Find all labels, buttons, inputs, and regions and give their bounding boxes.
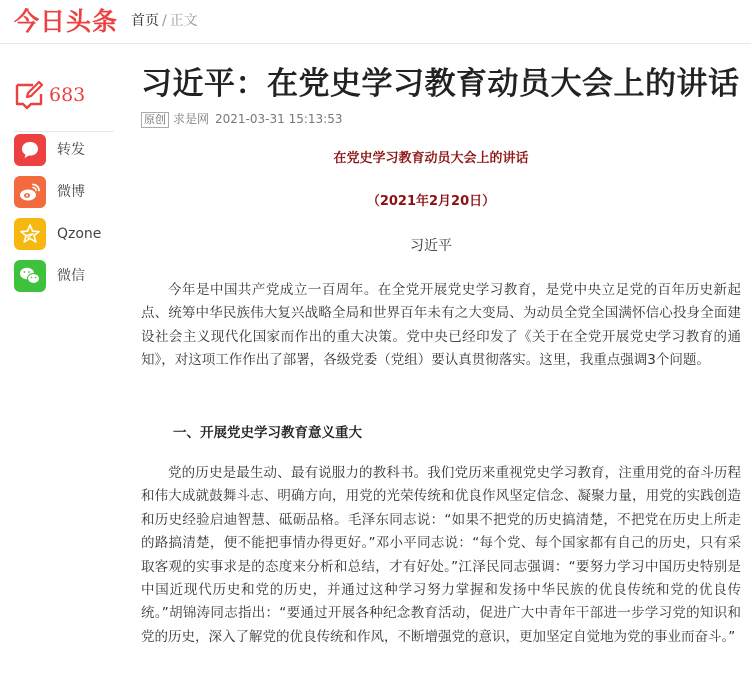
- sidebar-divider: [14, 131, 114, 132]
- wechat-icon: [14, 260, 46, 292]
- share-repost[interactable]: [14, 134, 114, 166]
- share-weibo-label: 微博: [57, 184, 85, 200]
- section-heading-1: 一、开展党史学习教育意义重大: [173, 425, 362, 441]
- breadcrumb: [131, 12, 198, 30]
- top-header: [0, 0, 751, 44]
- article-source[interactable]: 求是网: [173, 112, 210, 126]
- breadcrumb-home-link[interactable]: 首页: [131, 13, 159, 29]
- share-weibo[interactable]: [14, 176, 114, 208]
- article-subtitle: 在党史学习教育动员大会上的讲话: [333, 151, 529, 166]
- article-meta: [141, 111, 342, 128]
- share-wechat[interactable]: [14, 260, 114, 292]
- breadcrumb-current: 正文: [169, 13, 198, 29]
- toutiao-logo[interactable]: 今日头条: [14, 7, 119, 36]
- repost-icon: [14, 134, 46, 166]
- paragraph-1: 今年是中国共产党成立一百周年。在全党开展党史学习教育，是党中央立足党的百年历史新起点、统筹中华民族伟大复兴战略全局和世界百年未有之大变局、为动员全党全国满怀信心投身全面建设社会主义现代化国家而作出的重大决策。党中央已经印发了《关于在全党开展党史学习教育的通知》，对这项工作作出了部署，各级党委（党组）要认真贯彻落实。这里，我重点强调3个问题。: [141, 282, 741, 369]
- article-author: 习近平: [410, 238, 452, 254]
- breadcrumb-separator: /: [162, 13, 167, 29]
- weibo-icon: [14, 176, 46, 208]
- paragraph-2: 党的历史是最生动、最有说服力的教科书。我们党历来重视党史学习教育，注重用党的奋斗历程和伟大成就鼓舞斗志、明确方向，用党的光荣传统和优良作风坚定信念、凝聚力量，用党的实践创造和历史经验启迪智慧、砥砺品格。毛泽东同志说：“如果不把党的历史搞清楚，不把党在历史上所走的路搞清楚，便不能把事情办得更好。”邓小平同志说：“每个党、每个国家都有自己的历史，只有采取客观的实事求是的态度来分析和总结，才有好处。”江泽民同志强调：“要努力学习中国历史特别是中国近现代历史和党的历史，并通过这种学习努力掌握和发扬中华民族的优良传统和党的优良传统。”胡锦涛同志指出：“要通过开展各种纪念教育活动，促进广大中青年干部进一步学习党的知识和党的历史，深入了解党的优良传统和作风，不断增强党的意识，更加坚定自觉地为党的事业而奋斗。”: [141, 465, 741, 645]
- original-badge: 原创: [141, 112, 169, 128]
- comment-count: 683: [49, 84, 86, 106]
- share-wechat-label: 微信: [57, 268, 85, 284]
- share-repost-label: 转发: [57, 142, 85, 158]
- qzone-icon: [14, 218, 46, 250]
- share-qzone-label: Qzone: [57, 226, 102, 242]
- article-title: 习近平：在党史学习教育动员大会上的讲话: [141, 66, 740, 102]
- article-datetime: 2021-03-31 15:13:53: [215, 112, 343, 126]
- comment-button[interactable]: [14, 80, 114, 110]
- comment-icon: [14, 80, 44, 110]
- share-qzone[interactable]: [14, 218, 114, 250]
- speech-date: （2021年2月20日）: [366, 194, 496, 209]
